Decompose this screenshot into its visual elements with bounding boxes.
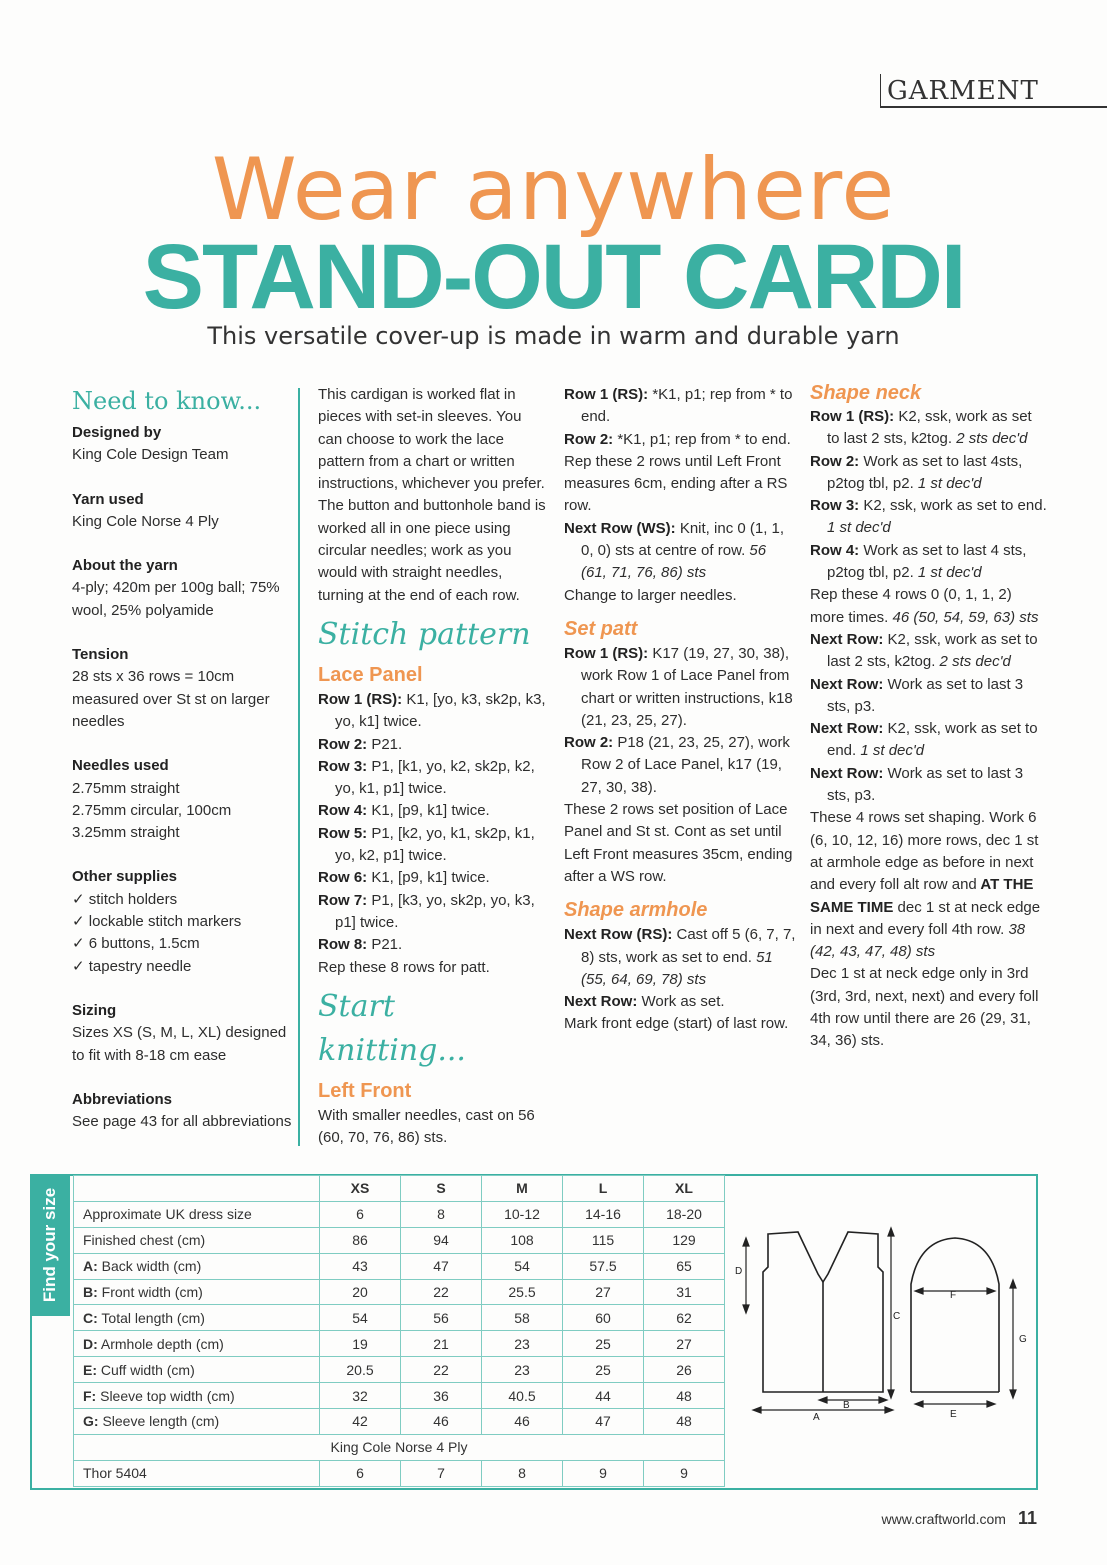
yarn-header-cell: King Cole Norse 4 Ply bbox=[74, 1434, 725, 1460]
label-letter: B: bbox=[83, 1284, 98, 1300]
size-header: M bbox=[482, 1176, 563, 1202]
stitch-count: 1 st dec'd bbox=[913, 474, 982, 492]
row-text: P1, [k1, yo, k2, sk2p, k2, yo, k1, p1] twice. bbox=[335, 757, 535, 798]
label-a: A bbox=[813, 1412, 820, 1422]
row-text: Cast off 5 (6, 7, 7, 8) sts, work as set to end. bbox=[581, 926, 796, 966]
row-label: Next Row: bbox=[810, 675, 884, 693]
table-cell: 108 bbox=[482, 1227, 563, 1253]
size-tab-label: Find your size bbox=[40, 1187, 59, 1303]
table-cell: 26 bbox=[644, 1357, 725, 1383]
set-patt-heading: Set patt bbox=[564, 617, 638, 640]
label-e: E bbox=[950, 1409, 957, 1420]
set-text: These 2 rows set position of Lace Panel and St st. Cont as set until Left Front measures 35cm, ending after a WS row. bbox=[564, 801, 793, 885]
row-label: Row 8: bbox=[318, 936, 368, 954]
about-yarn-text: 4-ply; 420m per 100g ball; 75% wool, 25% polyamide bbox=[72, 579, 280, 619]
table-row bbox=[74, 1331, 725, 1357]
table-cell: 42 bbox=[320, 1409, 401, 1435]
page-footer bbox=[882, 1508, 1038, 1529]
table-cell: 18-20 bbox=[644, 1201, 725, 1227]
yarn-used-block bbox=[72, 489, 294, 534]
pattern-row bbox=[318, 689, 548, 734]
row-label: Row 1 (RS): bbox=[564, 386, 649, 403]
pattern-row bbox=[564, 429, 796, 451]
row-label: Row 2: bbox=[564, 430, 614, 448]
table-cell: 129 bbox=[644, 1227, 725, 1253]
row-text: K1, [p9, k1] twice. bbox=[367, 802, 490, 820]
lace-repeat-text: Rep these 8 rows for patt. bbox=[318, 958, 490, 976]
table-cell: 43 bbox=[320, 1253, 401, 1279]
table-cell: 32 bbox=[320, 1383, 401, 1409]
abbreviations-text: See page 43 for all abbreviations bbox=[72, 1113, 292, 1131]
stitch-count: 1 st dec'd bbox=[827, 519, 891, 537]
table-cell: 14-16 bbox=[563, 1201, 644, 1227]
table-cell: 62 bbox=[644, 1305, 725, 1331]
table-cell: 48 bbox=[644, 1409, 725, 1435]
table-cell: 8 bbox=[401, 1201, 482, 1227]
repeat-text-main: Rep these 4 rows 0 (0, 1, 1, 2) more times. bbox=[810, 586, 1012, 626]
pattern-column-2 bbox=[318, 384, 548, 1149]
stitch-count: 51 (55, 64, 69, 78) sts bbox=[581, 948, 773, 988]
row-label: Next Row: bbox=[810, 720, 884, 738]
pattern-row bbox=[564, 643, 796, 732]
abbreviations-block bbox=[72, 1089, 294, 1134]
yarn-used-label: Yarn used bbox=[72, 490, 144, 508]
left-front-text: With smaller needles, cast on 56 (60, 70, 76, 86) sts. bbox=[318, 1106, 535, 1147]
row-label: Row 7: bbox=[318, 891, 368, 909]
needles-line: 3.25mm straight bbox=[72, 824, 180, 842]
table-cell: 22 bbox=[401, 1279, 482, 1305]
label-letter: G: bbox=[83, 1413, 99, 1430]
label-text: Total length (cm) bbox=[97, 1309, 205, 1326]
table-cell: 25.5 bbox=[482, 1279, 563, 1305]
table-cell: 46 bbox=[401, 1409, 482, 1435]
table-cell: 58 bbox=[482, 1305, 563, 1331]
pattern-row bbox=[318, 934, 548, 956]
table-cell: 36 bbox=[401, 1383, 482, 1409]
stitch-count: 2 sts dec'd bbox=[952, 430, 1028, 448]
row-text: K2, ssk, work as set to end. bbox=[827, 720, 1038, 760]
row-label: Next Row: bbox=[564, 993, 638, 1011]
designed-by-block bbox=[72, 422, 294, 467]
label-letter: A: bbox=[83, 1258, 98, 1275]
row-text: P21. bbox=[367, 735, 403, 753]
table-cell: 54 bbox=[482, 1253, 563, 1279]
table-cell: 6 bbox=[320, 1201, 401, 1227]
row-text: Knit, inc 0 (1, 1, 0, 0) sts at centre of row. bbox=[581, 519, 785, 560]
row-text: Work as set to last 3 sts, p3. bbox=[827, 675, 1024, 715]
table-cell: 10-12 bbox=[482, 1201, 563, 1227]
row-text: *K1, p1; rep from * to end. bbox=[581, 386, 793, 426]
row-text: K1, [yo, k3, sk2p, k3, yo, k1] twice. bbox=[335, 690, 546, 731]
table-cell: 94 bbox=[401, 1227, 482, 1253]
table-corner-cell bbox=[74, 1176, 320, 1202]
label-b: B bbox=[843, 1400, 850, 1411]
table-cell: 9 bbox=[644, 1460, 725, 1486]
rib-repeat-text: Rep these 2 rows until Left Front measures 6cm, ending after a RS row. bbox=[564, 452, 788, 515]
size-table-tab bbox=[30, 1174, 70, 1316]
table-cell: 60 bbox=[563, 1305, 644, 1331]
stitch-count: 38 (42, 43, 47, 48) sts bbox=[810, 920, 1026, 961]
row-text: K2, ssk, work as set to end. bbox=[859, 497, 1047, 515]
table-cell: 31 bbox=[644, 1279, 725, 1305]
section-tag: GARMENT bbox=[880, 74, 1107, 108]
row-label: Row 3: bbox=[810, 497, 860, 515]
table-cell: 25 bbox=[563, 1331, 644, 1357]
table-row bbox=[74, 1279, 725, 1305]
table-cell: 40.5 bbox=[482, 1383, 563, 1409]
row-text: K2, ssk, work as set to last 2 sts, k2tog. bbox=[827, 408, 1032, 448]
designed-by-text: King Cole Design Team bbox=[72, 446, 229, 464]
row-text: P18 (21, 23, 25, 27), work Row 2 of Lace Panel, k17 (19, 27, 30, 38). bbox=[581, 734, 790, 796]
table-cell: 47 bbox=[563, 1409, 644, 1435]
table-cell: 27 bbox=[644, 1331, 725, 1357]
pattern-row bbox=[810, 674, 1048, 719]
size-header: XL bbox=[644, 1176, 725, 1202]
sleeve-outline bbox=[911, 1238, 999, 1392]
row-label: Row 3: bbox=[318, 757, 368, 775]
label-text: Back width (cm) bbox=[97, 1258, 202, 1275]
final-text: Dec 1 st at neck edge only in 3rd (3rd, 3rd, next, next) and every foll 4th row until there are 26 (29, 31, 34, 36) sts. bbox=[810, 965, 1039, 1050]
yarn-label: Thor 5404 bbox=[74, 1460, 320, 1486]
row-text: P1, [k2, yo, k1, sk2p, k1, yo, k2, p1] twice. bbox=[335, 824, 535, 865]
stitch-count: 56 (61, 71, 76, 86) sts bbox=[581, 542, 767, 582]
label-f: F bbox=[950, 1290, 957, 1301]
table-row bbox=[74, 1305, 725, 1331]
table-cell: 115 bbox=[563, 1227, 644, 1253]
label-text: Finished chest (cm) bbox=[83, 1232, 206, 1249]
row-label bbox=[74, 1227, 320, 1253]
shaping-text bbox=[810, 807, 1048, 963]
left-front-heading: Left Front bbox=[318, 1079, 412, 1102]
pattern-row bbox=[810, 451, 1048, 496]
row-label: Row 4: bbox=[810, 541, 860, 559]
pattern-row bbox=[810, 718, 1048, 763]
row-label: Next Row (RS): bbox=[564, 926, 673, 944]
table-cell: 48 bbox=[644, 1383, 725, 1409]
needles-line: 2.75mm straight bbox=[72, 779, 180, 797]
pattern-row bbox=[810, 495, 1048, 540]
label-letter: C: bbox=[83, 1309, 98, 1326]
stitch-count: 1 st dec'd bbox=[856, 742, 925, 760]
shaping-emphasis: AT THE SAME TIME bbox=[810, 876, 1034, 916]
row-label bbox=[74, 1253, 320, 1279]
row-label bbox=[74, 1201, 320, 1227]
size-header: S bbox=[401, 1176, 482, 1202]
row-label bbox=[74, 1331, 320, 1357]
abbreviations-label: Abbreviations bbox=[72, 1090, 173, 1108]
table-cell: 20.5 bbox=[320, 1357, 401, 1383]
needles-line: 2.75mm circular, 100cm bbox=[72, 801, 232, 819]
supplies-line: ✓ tapestry needle bbox=[72, 957, 192, 975]
pattern-row bbox=[810, 629, 1048, 674]
table-row bbox=[74, 1253, 725, 1279]
dimension-arrows bbox=[743, 1228, 1016, 1413]
table-cell: 47 bbox=[401, 1253, 482, 1279]
supplies-block bbox=[72, 866, 294, 977]
row-text: Work as set to last 4 sts, p2tog tbl, p2. bbox=[827, 541, 1027, 582]
column-divider bbox=[298, 388, 300, 1146]
row-text: Work as set to last 4sts, p2tog tbl, p2. bbox=[827, 452, 1023, 492]
table-cell: 6 bbox=[320, 1460, 401, 1486]
pattern-row bbox=[564, 924, 796, 991]
table-cell: 22 bbox=[401, 1357, 482, 1383]
table-cell: 7 bbox=[401, 1460, 482, 1486]
label-text: Front width (cm) bbox=[97, 1284, 203, 1300]
size-header: L bbox=[563, 1176, 644, 1202]
table-cell: 57.5 bbox=[563, 1253, 644, 1279]
standfirst: This versatile cover-up is made in warm and durable yarn bbox=[207, 322, 900, 350]
table-cell: 86 bbox=[320, 1227, 401, 1253]
row-label bbox=[74, 1305, 320, 1331]
repeat-text bbox=[810, 584, 1048, 629]
table-cell: 20 bbox=[320, 1279, 401, 1305]
table-row bbox=[74, 1357, 725, 1383]
yarn-used-text: King Cole Norse 4 Ply bbox=[72, 512, 219, 530]
table-cell: 25 bbox=[563, 1357, 644, 1383]
start-knitting-heading: Start knitting... bbox=[318, 988, 466, 1068]
table-cell: 23 bbox=[482, 1357, 563, 1383]
cardigan-body-outline bbox=[763, 1232, 883, 1392]
row-label: Row 6: bbox=[318, 869, 368, 887]
table-row bbox=[74, 1227, 725, 1253]
row-text: K1, [p9, k1] twice. bbox=[367, 869, 490, 887]
row-label: Next Row: bbox=[810, 764, 884, 782]
about-yarn-label: About the yarn bbox=[72, 557, 178, 575]
sizing-block bbox=[72, 1000, 294, 1067]
label-d: D bbox=[735, 1266, 743, 1277]
table-cell: 56 bbox=[401, 1305, 482, 1331]
row-label: Row 4: bbox=[318, 802, 368, 820]
change-needles-text: Change to larger needles. bbox=[564, 586, 737, 604]
tension-text: 28 sts x 36 rows = 10cm measured over St st on larger needles bbox=[72, 668, 270, 730]
table-cell: 19 bbox=[320, 1331, 401, 1357]
label-letter: F: bbox=[83, 1387, 97, 1404]
row-label bbox=[74, 1409, 320, 1435]
supplies-line: ✓ lockable stitch markers bbox=[72, 913, 242, 931]
table-cell: 44 bbox=[563, 1383, 644, 1409]
row-label: Row 1 (RS): bbox=[564, 644, 649, 662]
pattern-row bbox=[318, 890, 548, 935]
pattern-column-3 bbox=[564, 384, 796, 1036]
size-table bbox=[73, 1175, 725, 1487]
row-text: K17 (19, 27, 30, 38), work Row 1 of Lace Panel from chart or written instructions, k18 (21, 23, 25, 27). bbox=[581, 644, 793, 729]
table-cell: 46 bbox=[482, 1409, 563, 1435]
pattern-row bbox=[318, 756, 548, 801]
supplies-line: ✓ 6 buttons, 1.5cm bbox=[72, 935, 200, 953]
stitch-count: 46 (50, 54, 59, 63) sts bbox=[888, 608, 1039, 626]
row-text: Work as set. bbox=[637, 993, 725, 1011]
yarn-header-row bbox=[74, 1434, 725, 1460]
pattern-row bbox=[564, 384, 796, 429]
shaping-text-a: These 4 rows set shaping. Work 6 (6, 10, 12, 16) more rows, dec 1 st at armhole edge as before in next and every foll alt row and bbox=[810, 809, 1039, 894]
pattern-row bbox=[564, 732, 796, 799]
pattern-row bbox=[564, 991, 796, 1013]
table-cell: 9 bbox=[563, 1460, 644, 1486]
about-yarn-block bbox=[72, 555, 294, 622]
need-to-know-column bbox=[72, 384, 294, 1133]
label-text: Cuff width (cm) bbox=[97, 1361, 195, 1378]
shape-armhole-heading: Shape armhole bbox=[564, 899, 708, 922]
row-text: P21. bbox=[367, 936, 403, 954]
row-label bbox=[74, 1357, 320, 1383]
needles-label: Needles used bbox=[72, 757, 169, 775]
stitch-count: 2 sts dec'd bbox=[935, 653, 1011, 671]
pattern-row bbox=[318, 800, 548, 822]
needles-block bbox=[72, 755, 294, 844]
pattern-column-4 bbox=[810, 384, 1048, 1053]
pattern-row bbox=[564, 518, 796, 585]
table-cell: 8 bbox=[482, 1460, 563, 1486]
pattern-row bbox=[318, 867, 548, 889]
row-label: Row 2: bbox=[318, 735, 368, 753]
tension-label: Tension bbox=[72, 646, 129, 664]
row-text: K2, ssk, work as set to last 2 sts, k2tog. bbox=[827, 630, 1038, 671]
table-cell: 65 bbox=[644, 1253, 725, 1279]
row-text: *K1, p1; rep from * to end. bbox=[613, 430, 791, 448]
footer-url: www.craftworld.com bbox=[881, 1511, 1006, 1527]
shape-neck-heading: Shape neck bbox=[810, 382, 922, 404]
pattern-row bbox=[810, 406, 1048, 451]
table-cell: 27 bbox=[563, 1279, 644, 1305]
shaping-text-b: dec 1 st at neck edge in next and every foll 4th row. bbox=[810, 898, 1041, 938]
supplies-label: Other supplies bbox=[72, 868, 178, 886]
supplies-line: ✓ stitch holders bbox=[72, 890, 178, 908]
row-label: Row 2: bbox=[564, 734, 614, 752]
pattern-row bbox=[810, 763, 1048, 808]
title-script: Wear anywhere bbox=[211, 140, 896, 240]
row-label: Next Row: bbox=[810, 630, 884, 648]
pattern-row bbox=[318, 823, 548, 868]
label-letter: E: bbox=[83, 1361, 97, 1378]
garment-schematic bbox=[733, 1222, 1033, 1422]
sizing-label: Sizing bbox=[72, 1001, 117, 1019]
table-row bbox=[74, 1201, 725, 1227]
row-label: Row 5: bbox=[318, 824, 368, 842]
table-cell: 23 bbox=[482, 1331, 563, 1357]
designed-by-label: Designed by bbox=[72, 424, 162, 441]
table-cell: 54 bbox=[320, 1305, 401, 1331]
table-row bbox=[74, 1383, 725, 1409]
pattern-row bbox=[810, 540, 1048, 585]
intro-text: This cardigan is worked flat in pieces with set-in sleeves. You can choose to work the lace pattern from a chart or written instructions, whichever you prefer. The button and buttonhole band is worked all in one piece using circular needles; work as you would with straight needles, turning at the end of each row. bbox=[318, 386, 546, 604]
row-label bbox=[74, 1383, 320, 1409]
table-row bbox=[74, 1409, 725, 1435]
lace-panel-heading: Lace Panel bbox=[318, 663, 423, 686]
row-label: Row 2: bbox=[810, 452, 860, 470]
label-letter: D: bbox=[83, 1335, 98, 1352]
tension-block bbox=[72, 644, 294, 733]
row-label: Next Row (WS): bbox=[564, 519, 676, 537]
pattern-row bbox=[318, 734, 548, 756]
row-text: Work as set to last 3 sts, p3. bbox=[827, 764, 1024, 805]
page-title: STAND-OUT CARDI bbox=[142, 226, 965, 328]
size-header-row bbox=[74, 1176, 725, 1202]
label-text: Sleeve top width (cm) bbox=[96, 1387, 235, 1404]
page-number: 11 bbox=[1017, 1508, 1037, 1528]
table-cell: 21 bbox=[401, 1331, 482, 1357]
row-label: Row 1 (RS): bbox=[810, 408, 895, 425]
label-g: G bbox=[1019, 1334, 1027, 1345]
need-to-know-heading: Need to know... bbox=[72, 387, 262, 415]
size-header: XS bbox=[320, 1176, 401, 1202]
row-label: Row 1 (RS): bbox=[318, 690, 403, 708]
label-text: Armhole depth (cm) bbox=[97, 1335, 224, 1352]
yarn-row bbox=[74, 1460, 725, 1486]
label-text: Approximate UK dress size bbox=[83, 1206, 252, 1223]
label-text: Sleeve length (cm) bbox=[98, 1413, 220, 1430]
label-c: C bbox=[893, 1311, 901, 1322]
lace-rows bbox=[318, 689, 548, 957]
stitch-pattern-heading: Stitch pattern bbox=[318, 616, 531, 652]
mark-text: Mark front edge (start) of last row. bbox=[564, 1015, 789, 1033]
stitch-count: 1 st dec'd bbox=[913, 564, 982, 582]
sizing-text: Sizes XS (S, M, L, XL) designed to fit with 8-18 cm ease bbox=[72, 1024, 287, 1064]
row-label bbox=[74, 1279, 320, 1305]
row-text: P1, [k3, yo, sk2p, yo, k3, p1] twice. bbox=[335, 891, 535, 931]
